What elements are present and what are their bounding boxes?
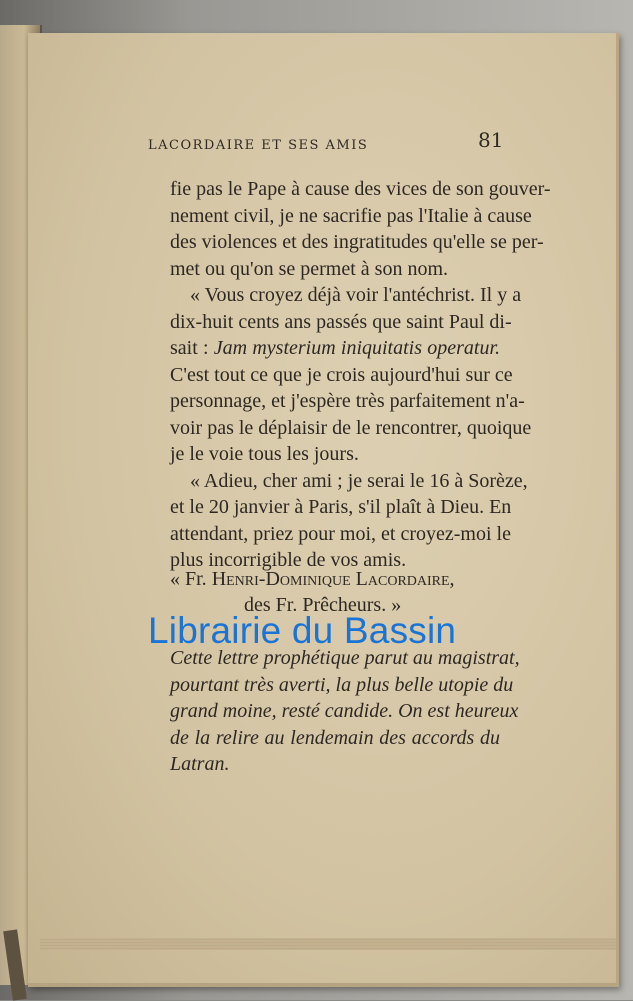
epilogue-line: de la relire au lendemain des accords du xyxy=(170,726,500,749)
epilogue-line: pourtant très averti, la plus belle utopie du xyxy=(170,673,514,696)
signature-line-2: des Fr. Prêcheurs. » xyxy=(244,594,402,616)
text-line: « Vous croyez déjà voir l'antéchrist. Il y a xyxy=(190,284,522,306)
text-line: attendant, priez pour moi, et croyez-moi le xyxy=(170,522,511,545)
signature-prefix: « Fr. xyxy=(170,568,207,590)
text-line: personnage, et j'espère très parfaitement n'a- xyxy=(170,390,525,412)
signature-name: Henri-Dominique Lacordaire, xyxy=(211,568,455,590)
watermark: Librairie du Bassin xyxy=(148,610,457,651)
text-line: dix-huit cents ans passés que saint Paul di- xyxy=(170,310,512,333)
epilogue-line: Latran. xyxy=(170,753,230,775)
text-fragment: sait : xyxy=(170,337,209,359)
epilogue-line: Cette lettre prophétique parut au magistrat, xyxy=(170,647,520,669)
text-line-mixed xyxy=(170,335,500,362)
signature-line-1 xyxy=(170,566,500,592)
text-line: voir pas le déplaisir de le rencontrer, quoique xyxy=(170,416,532,439)
text-line: C'est tout ce que je crois aujourd'hui sur ce xyxy=(170,363,513,386)
page-number: 81 xyxy=(478,128,504,152)
text-line: des violences et des ingratitudes qu'elle se per- xyxy=(170,231,544,253)
text-line: plus incorrigible de vos amis. xyxy=(170,549,407,571)
text-line: « Adieu, cher ami ; je serai le 16 à Sorèze, xyxy=(190,469,528,492)
page-stack-edge xyxy=(40,938,616,950)
running-head: LACORDAIRE ET SES AMIS xyxy=(148,138,369,153)
epilogue-paragraph xyxy=(170,645,520,778)
latin-quote: Jam mysterium iniquitatis operatur. xyxy=(213,337,501,359)
text-line: met ou qu'on se permet à son nom. xyxy=(170,257,448,280)
body-text xyxy=(170,176,551,574)
text-line: je le voie tous les jours. xyxy=(170,443,359,465)
text-line: nement civil, je ne sacrifie pas l'Italie à cause xyxy=(170,204,532,227)
text-line: fie pas le Pape à cause des vices de son gouver- xyxy=(170,178,551,200)
text-line: et le 20 janvier à Paris, s'il plaît à Dieu. En xyxy=(170,496,512,518)
epilogue-line: grand moine, resté candide. On est heureux xyxy=(170,700,519,722)
